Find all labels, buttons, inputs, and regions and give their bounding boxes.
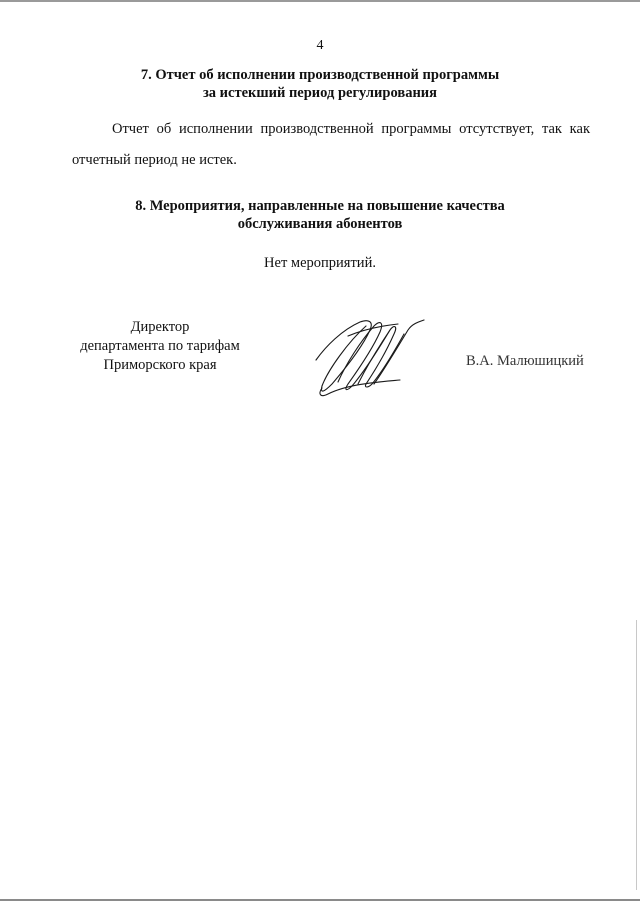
section-8-heading-line2: обслуживания абонентов (237, 216, 403, 232)
page-number: 4 (316, 38, 324, 53)
signer-position-line2: департамента по тарифам (80, 338, 240, 354)
section-7-text-line2: отчетный период не истек. (72, 152, 237, 168)
section-8-paragraph: Нет мероприятий. (264, 255, 376, 271)
signer-position-line3: Приморского края (103, 357, 217, 373)
signer-name: В.А. Малюшицкий (466, 353, 584, 369)
handwritten-signature (308, 312, 432, 398)
signer-position (60, 318, 260, 375)
section-7-heading (0, 66, 640, 102)
section-7-paragraph (72, 114, 590, 176)
signer-position-line1: Директор (130, 319, 190, 335)
scan-edge-top (0, 0, 640, 2)
scan-edge-bottom (0, 899, 640, 901)
section-7-heading-line2: за истекший период регулирования (202, 85, 438, 101)
scan-edge-right (636, 620, 637, 890)
section-7-text-line1: Отчет об исполнении производственной программы отсутствует, так как (112, 121, 590, 137)
section-8-heading (0, 197, 640, 233)
section-8-heading-line1: 8. Мероприятия, направленные на повышение качества (135, 198, 505, 214)
section-7-heading-line1: 7. Отчет об исполнении производственной программы (140, 67, 500, 83)
